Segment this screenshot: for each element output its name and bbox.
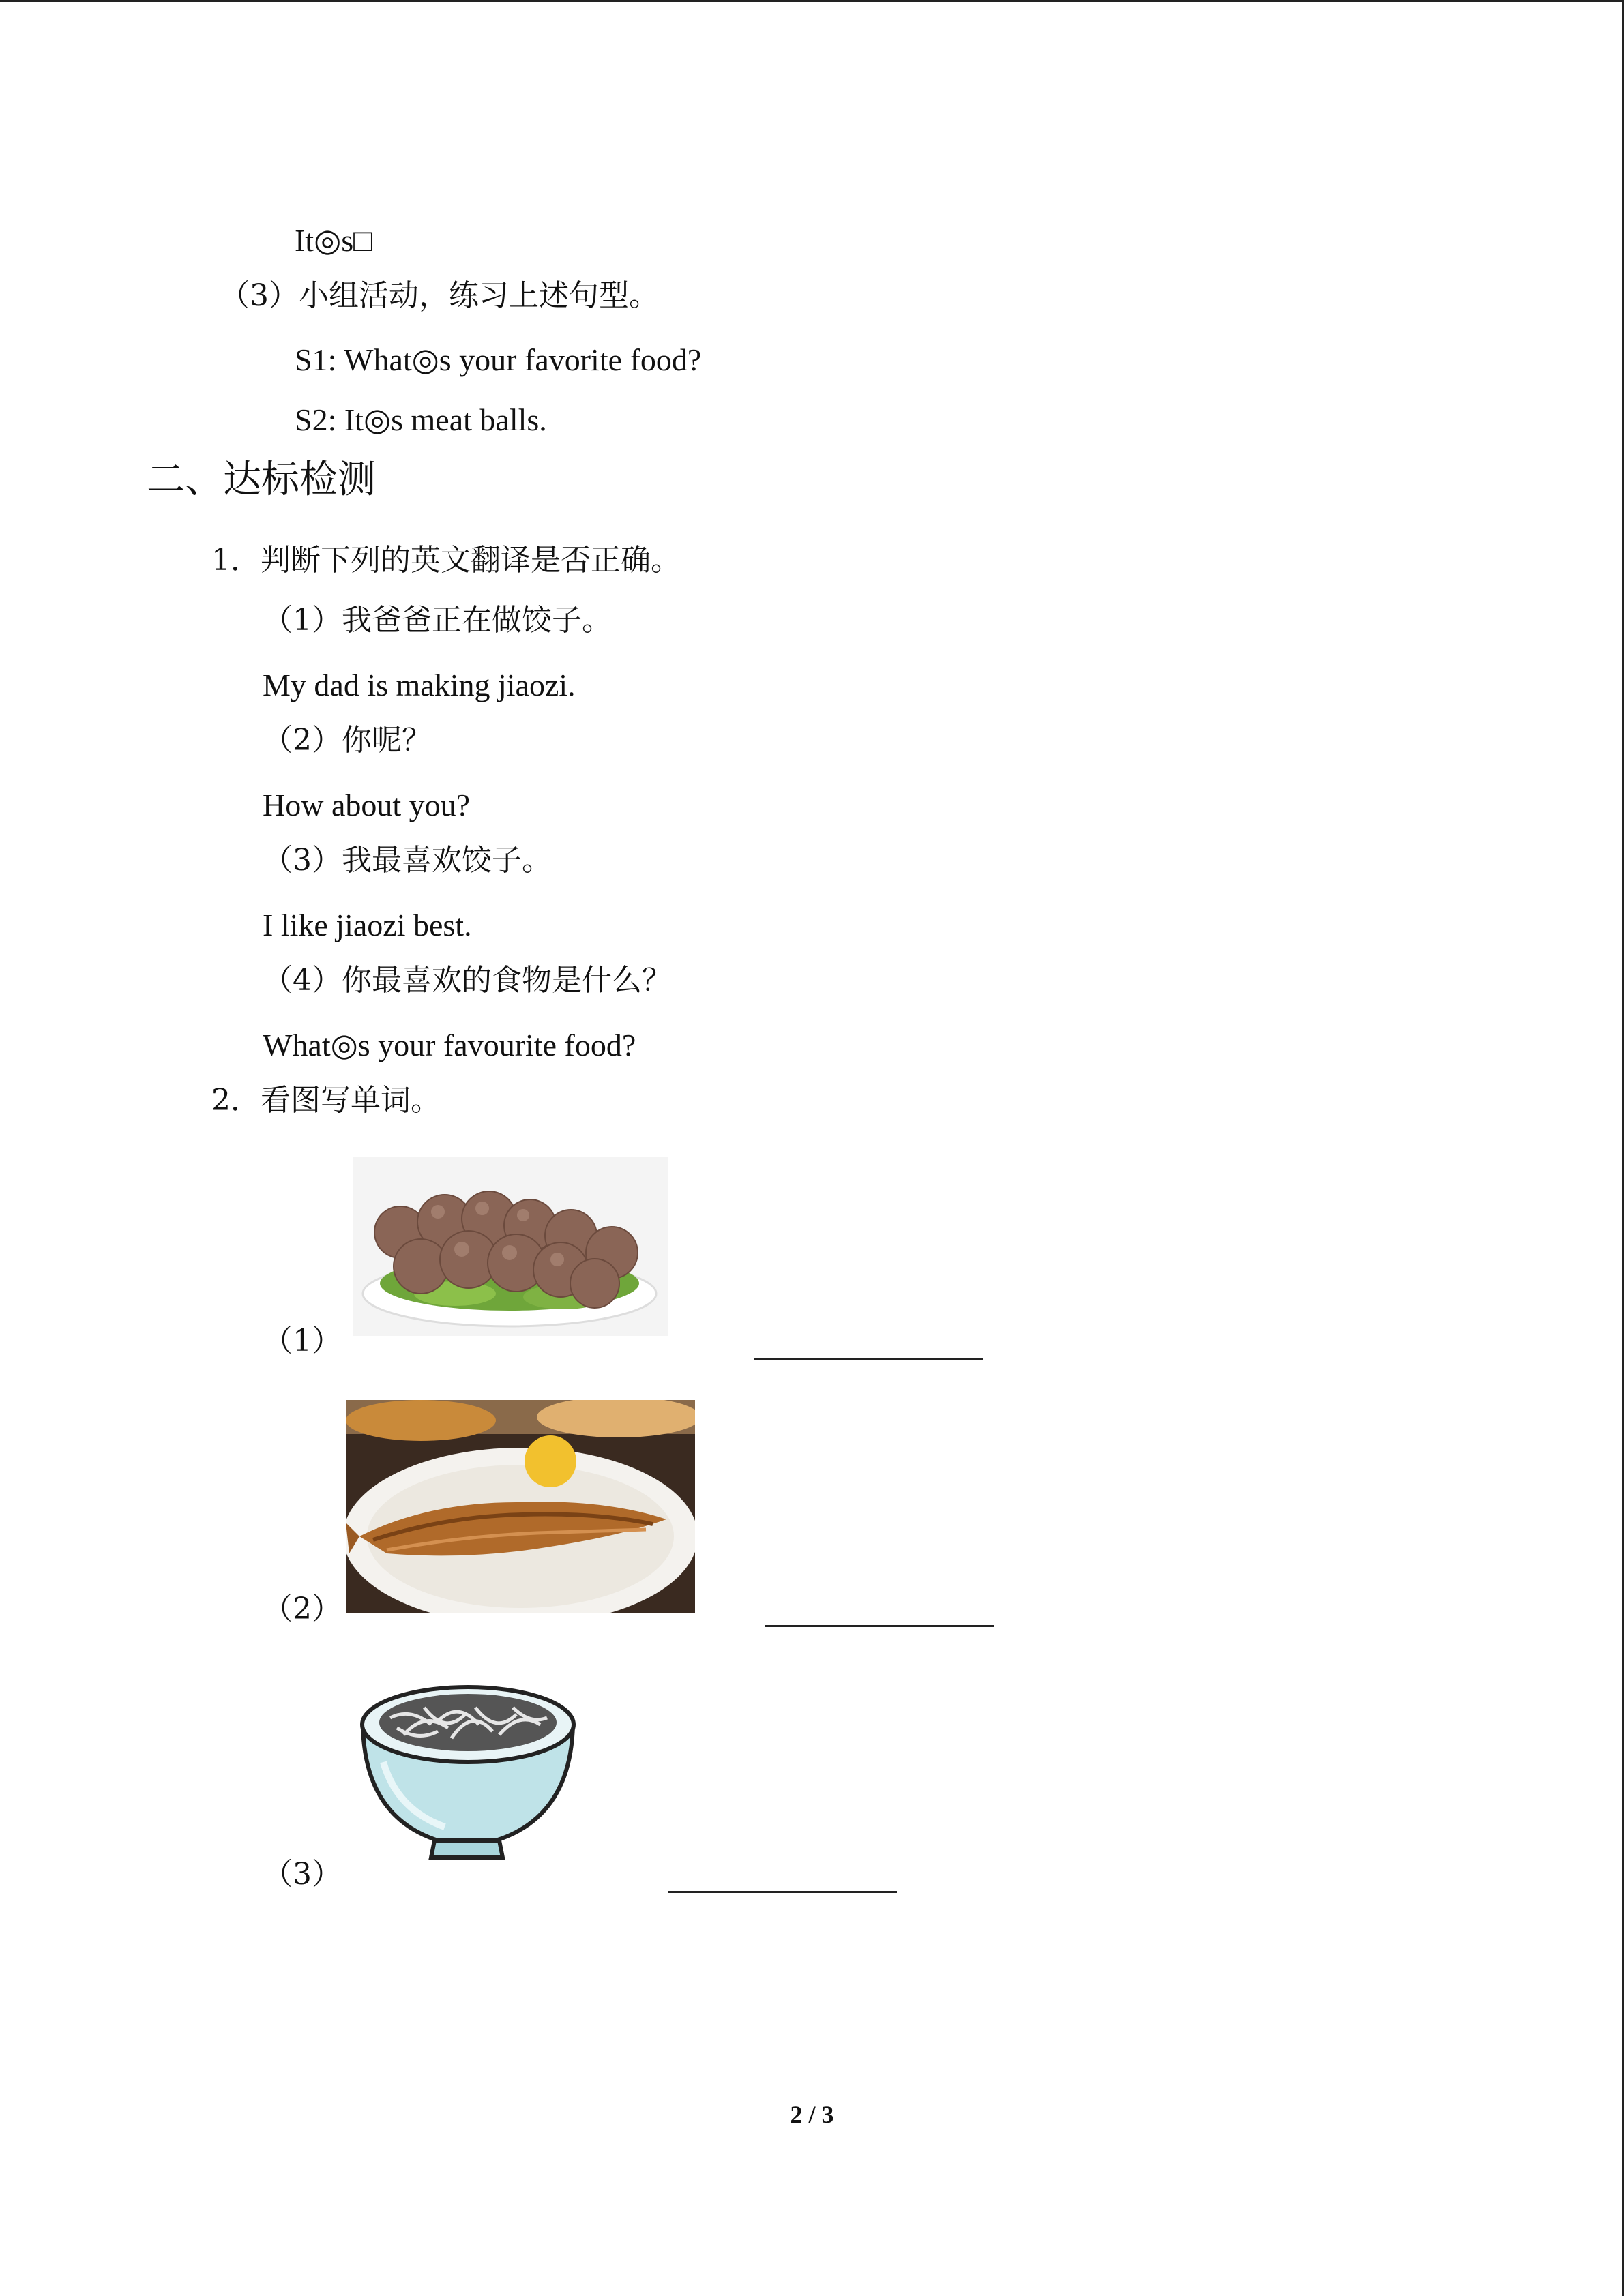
q1-item-3-cn: （3）我最喜欢饺子。 [263,843,552,878]
step-3-instruction: （3）小组活动，练习上述句型。 [220,278,659,313]
q1-item-4-en: What◎s your favourite food? [263,1028,636,1062]
question-1-title: 1．判断下列的英文翻译是否正确。 [211,543,681,578]
q1-item-4-cn: （4）你最喜欢的食物是什么？ [263,963,672,998]
noodle-bowl-image [356,1660,578,1868]
q1-item-1-cn: （1）我爸爸正在做饺子。 [263,603,612,638]
dialogue-s2: S2: It◎s meat balls. [295,402,547,437]
q2-item-3-label: （3） [263,1857,342,1892]
fried-fish-image [346,1400,695,1613]
q2-item-1-label: （1） [263,1324,342,1358]
its-line: It◎s□ [295,223,372,258]
q1-item-2-en: How about you? [263,788,471,822]
dialogue-s1: S1: What◎s your favorite food? [295,342,702,377]
answer-blank-3[interactable] [668,1891,897,1893]
q1-item-2-cn: （2）你呢？ [263,723,432,758]
answer-blank-1[interactable] [754,1358,983,1360]
q2-item-2-label: （2） [263,1592,342,1626]
answer-blank-2[interactable] [765,1625,994,1627]
meatballs-image [353,1157,668,1336]
section-heading: 二、达标检测 [147,458,376,502]
q1-item-3-en: I like jiaozi best. [263,908,472,942]
q1-item-1-en: My dad is making jiaozi. [263,668,576,702]
question-2-title: 2．看图写单词。 [211,1083,441,1118]
page-number: 2 / 3 [790,2101,834,2128]
